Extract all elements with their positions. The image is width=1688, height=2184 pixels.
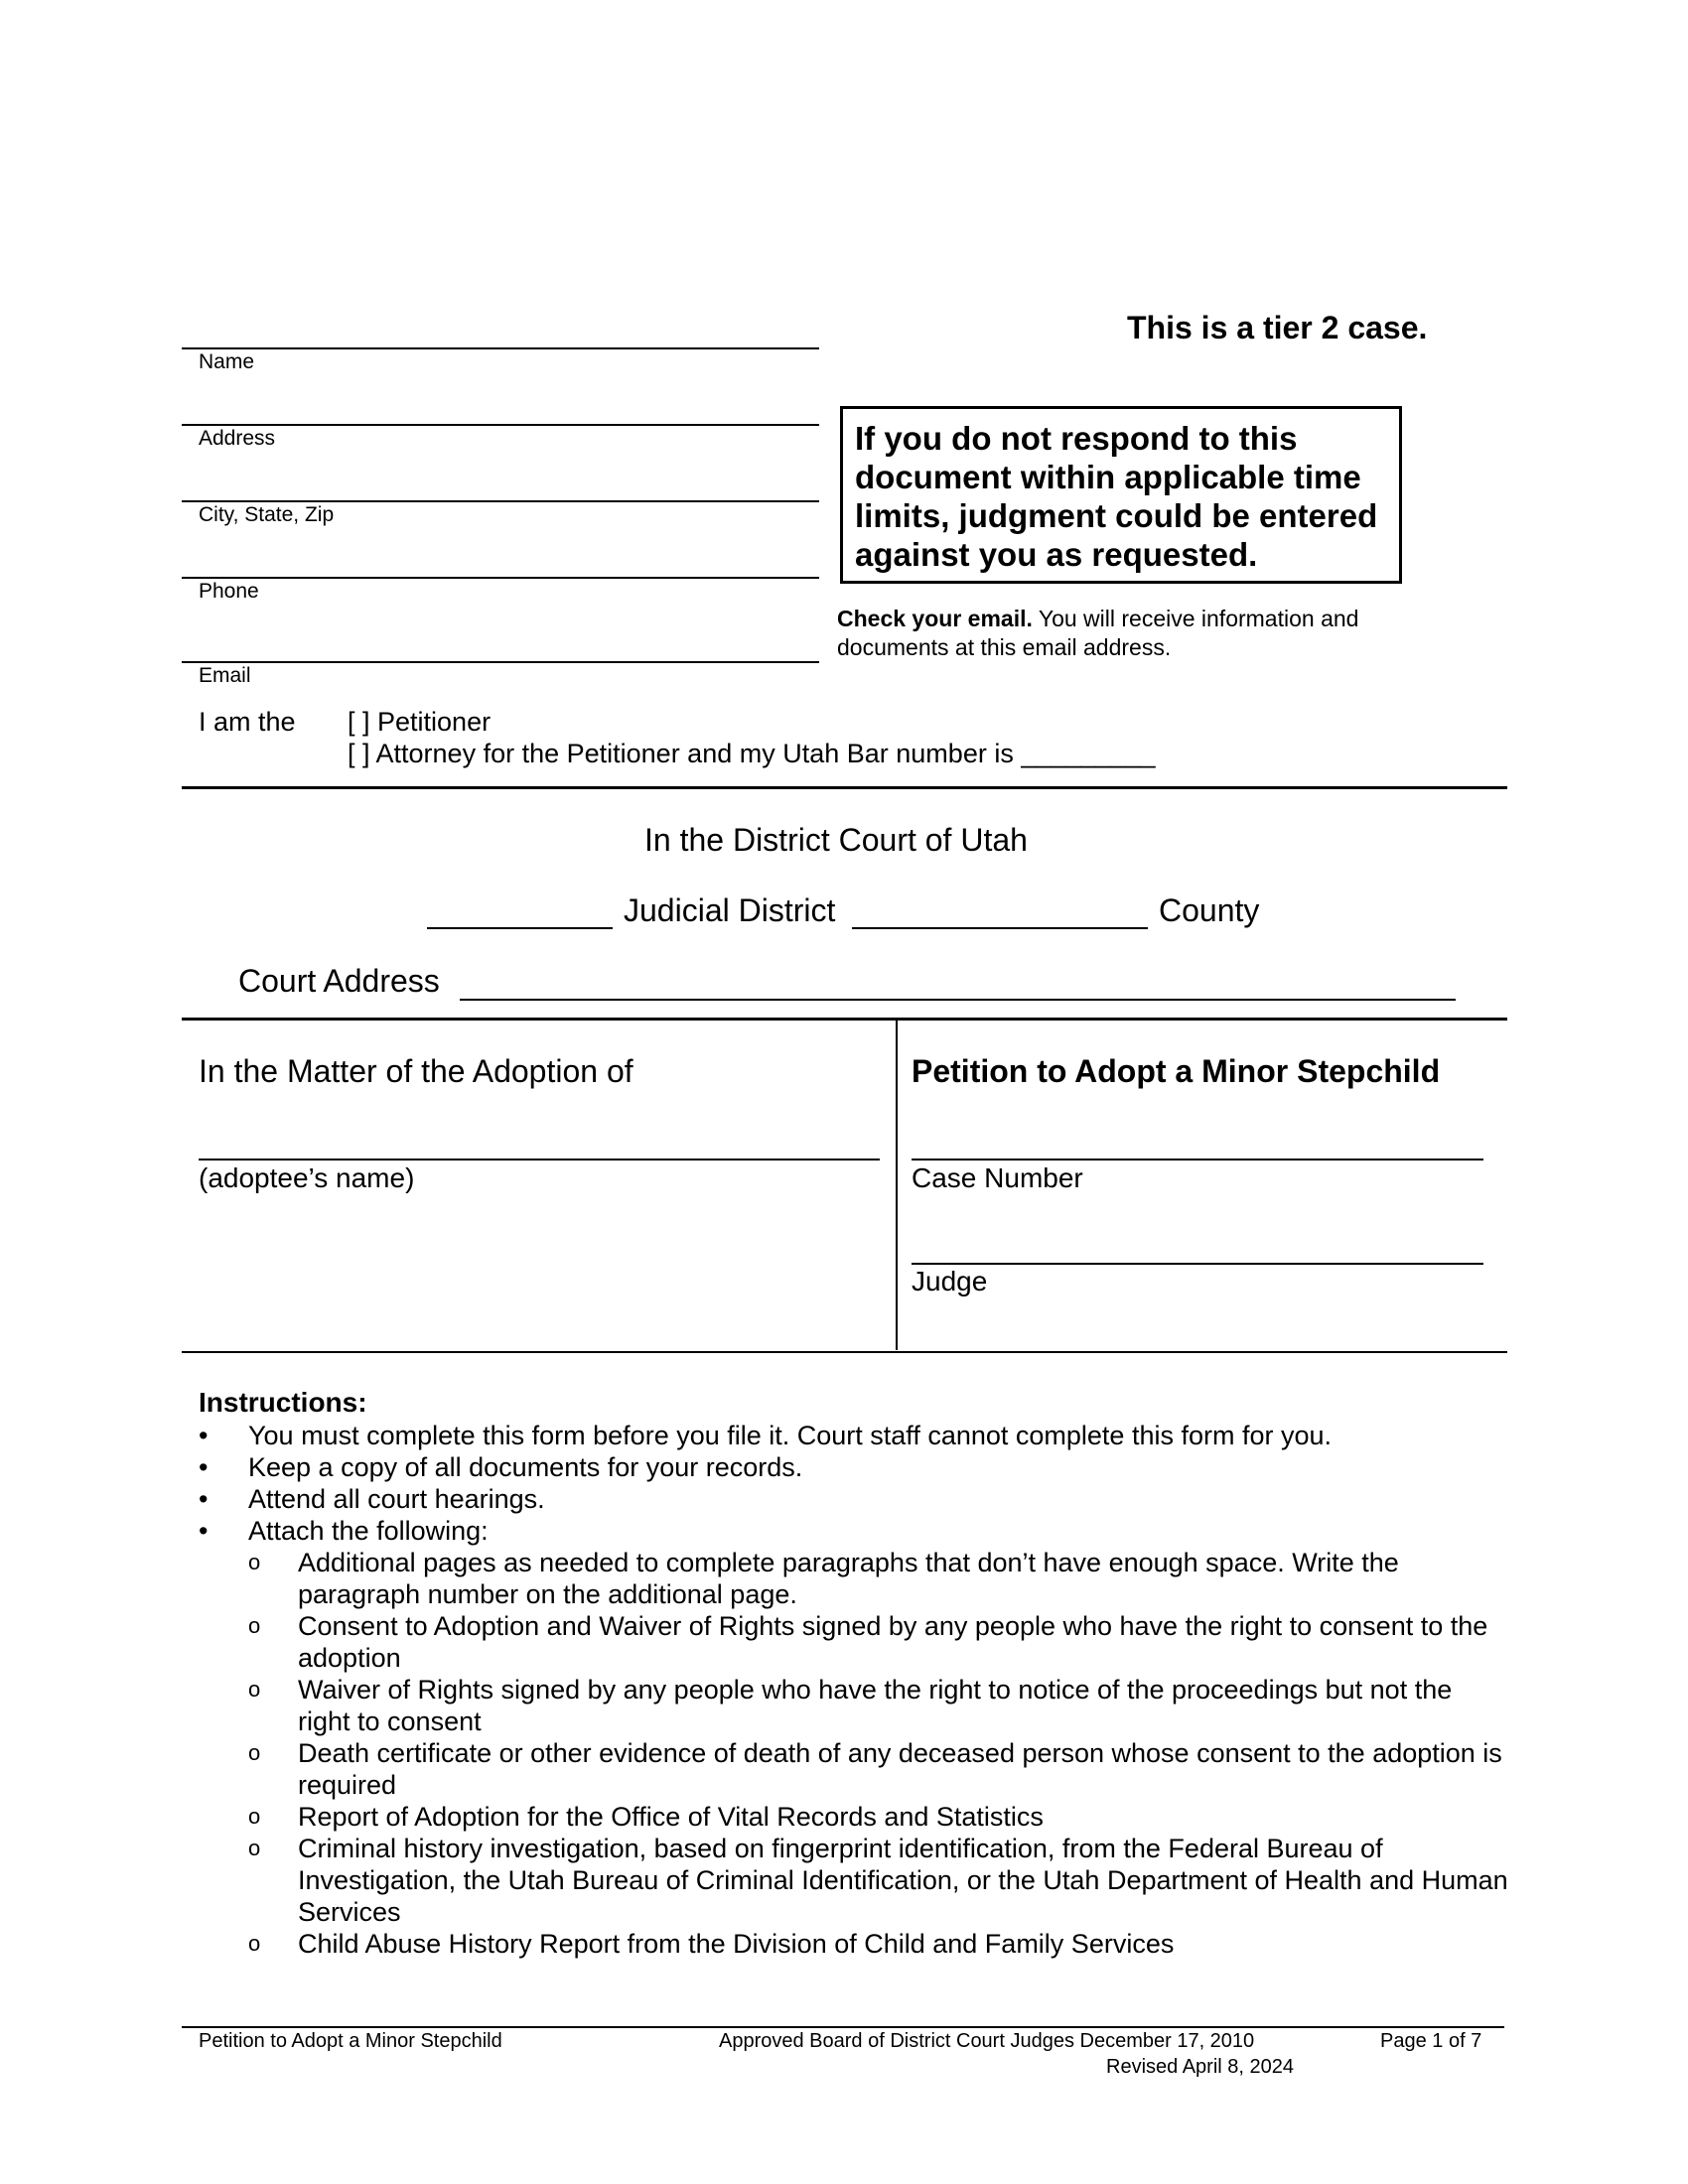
email-label: Email <box>199 664 251 687</box>
caption-divider <box>896 1020 898 1350</box>
circle-bullet-icon: o <box>248 1836 261 1860</box>
attorney-checkbox[interactable]: [ ] Attorney for the Petitioner and my Utah Bar number is _________ <box>348 739 1156 768</box>
adoptee-label: (adoptee’s name) <box>199 1162 415 1193</box>
warning-box: If you do not respond to this document within applicable time limits, judgment could be entered against you as requested. <box>840 406 1402 584</box>
phone-label: Phone <box>199 580 259 603</box>
email-note-bold: Check your email. <box>837 606 1033 631</box>
court-address-blank[interactable] <box>460 999 1456 1001</box>
judge-label: Judge <box>912 1266 988 1297</box>
city-state-zip-line[interactable] <box>182 500 819 502</box>
bullet-icon: • <box>199 1421 209 1450</box>
name-line[interactable] <box>182 347 819 349</box>
caption-bottom-line <box>182 1351 1507 1353</box>
case-number-label: Case Number <box>912 1162 1083 1193</box>
case-number-line[interactable] <box>912 1159 1483 1160</box>
court-title: In the District Court of Utah <box>644 822 1028 858</box>
i-am-label: I am the <box>199 707 296 737</box>
district-blank[interactable] <box>427 927 613 929</box>
header-divider <box>182 786 1507 789</box>
footer-form-name: Petition to Adopt a Minor Stepchild <box>199 2030 502 2052</box>
court-address-label: Court Address <box>238 963 440 999</box>
list-item: • Keep a copy of all documents for your records. <box>199 1452 803 1482</box>
county-blank[interactable] <box>852 927 1148 929</box>
tier-notice: This is a tier 2 case. <box>1127 310 1428 345</box>
sub-list-item: o Child Abuse History Report from the Division of Child and Family Services <box>248 1929 1175 1959</box>
circle-bullet-icon: o <box>248 1613 261 1638</box>
phone-line[interactable] <box>182 577 819 579</box>
sub-list-item: o Criminal history investigation, based on fingerprint identification, from the Federal Bureau of Investigation, the Utah Bureau of Criminal Identification, or the Utah Department of Health and Human Services <box>248 1834 1508 1927</box>
footer-rule <box>182 2026 1504 2028</box>
circle-bullet-icon: o <box>248 1804 261 1829</box>
sub-list-item: o Consent to Adoption and Waiver of Rights signed by any people who have the right to consent to the adoption <box>248 1611 1488 1673</box>
judge-line[interactable] <box>912 1263 1483 1265</box>
footer-page: Page 1 of 7 <box>1380 2030 1482 2052</box>
circle-bullet-icon: o <box>248 1677 261 1702</box>
instructions-title: Instructions: <box>199 1387 367 1418</box>
name-label: Name <box>199 350 255 373</box>
circle-bullet-icon: o <box>248 1740 261 1765</box>
address-line[interactable] <box>182 424 819 426</box>
list-item: • Attend all court hearings. <box>199 1484 545 1514</box>
county-label: County <box>1159 892 1260 928</box>
email-note <box>837 605 1433 662</box>
sub-list-item: o Waiver of Rights signed by any people who have the right to notice of the proceedings but not the right to consent <box>248 1675 1453 1736</box>
email-note-text: You will receive information and documents at this email address. <box>837 606 1359 660</box>
bullet-icon: • <box>199 1516 209 1546</box>
document-title: Petition to Adopt a Minor Stepchild <box>912 1053 1441 1089</box>
email-line[interactable] <box>182 661 819 663</box>
footer-approved: Approved Board of District Court Judges December 17, 2010 <box>719 2030 1255 2052</box>
sub-list-item: o Report of Adoption for the Office of Vital Records and Statistics <box>248 1802 1044 1832</box>
footer-revised: Revised April 8, 2024 <box>1106 2056 1295 2078</box>
sub-list-item: o Additional pages as needed to complete paragraphs that don’t have enough space. Write the paragraph number on the additional page. <box>248 1548 1399 1609</box>
court-divider <box>182 1018 1507 1021</box>
petitioner-checkbox[interactable]: [ ] Petitioner <box>348 707 492 737</box>
bullet-icon: • <box>199 1452 209 1482</box>
district-label: Judicial District <box>624 892 836 928</box>
instructions-list <box>199 1420 1509 1960</box>
city-state-zip-label: City, State, Zip <box>199 503 335 526</box>
adoptee-name-line[interactable] <box>199 1159 880 1160</box>
bullet-icon: • <box>199 1484 209 1514</box>
matter-label: In the Matter of the Adoption of <box>199 1053 633 1089</box>
circle-bullet-icon: o <box>248 1931 261 1956</box>
sub-list-item: o Death certificate or other evidence of death of any deceased person whose consent to the adoption is required <box>248 1738 1502 1800</box>
address-label: Address <box>199 427 276 450</box>
list-item: • Attach the following: <box>199 1516 489 1546</box>
circle-bullet-icon: o <box>248 1550 261 1574</box>
list-item: • You must complete this form before you file it. Court staff cannot complete this form for you. <box>199 1421 1333 1450</box>
